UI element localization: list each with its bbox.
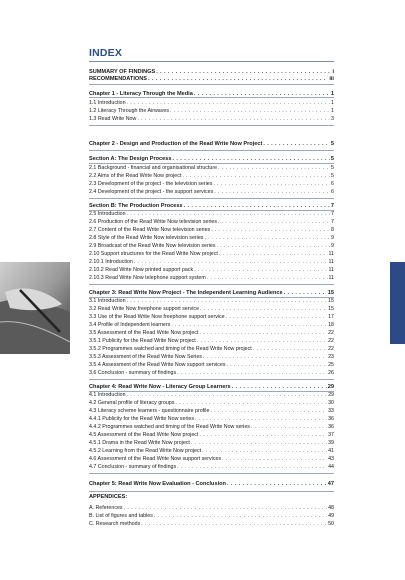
toc-title: 1.2 Literacy Through the Airwaves	[89, 108, 169, 114]
toc-page: 11	[328, 267, 334, 273]
toc-title: 2.7 Content of the Read Write Now television series	[89, 227, 211, 233]
toc-title: 3.5 Assessment of the Read Write Now project	[89, 330, 199, 336]
toc-page: 43	[328, 456, 334, 462]
toc-section-row[interactable]	[89, 153, 334, 162]
toc-page: 15	[327, 290, 334, 296]
toc-page: 11	[328, 259, 334, 265]
toc-page: 39	[328, 440, 334, 446]
toc-row[interactable]	[89, 186, 334, 195]
toc-page: 6	[331, 189, 334, 195]
toc-page: 1	[330, 91, 334, 97]
toc-chapter-row[interactable]	[89, 478, 334, 487]
toc-title: 2.2 Aims of the Read Write Now project	[89, 173, 182, 179]
toc-page: 5	[330, 141, 334, 147]
toc-title: 2.10 Support structures for the Read Write Now project	[89, 251, 218, 257]
toc-page: 37	[328, 432, 334, 438]
toc-page: 6	[331, 181, 334, 187]
toc-title: B. List of figures and tables	[89, 513, 153, 519]
index-title: INDEX	[89, 47, 123, 59]
toc-row[interactable]	[89, 113, 334, 122]
toc-page: i	[332, 69, 334, 75]
toc-title: 4.4.1 Publicity for the Read Write Now series	[89, 416, 195, 422]
toc-title: C. Research methods	[89, 521, 141, 527]
toc-title: Chapter 5: Read Write Now Evaluation - Conclusion	[89, 481, 226, 487]
toc-title: 4.4.2 Programmes watched and timing of the Read Write Now series	[89, 424, 250, 430]
toc-title: 2.6 Production of the Read Write Now television series	[89, 219, 217, 225]
toc-title: 3.5.1 Publicity for the Read Write Now project	[89, 338, 196, 344]
toc-title: RECOMMENDATIONS	[89, 76, 148, 82]
divider	[89, 473, 334, 474]
toc-page: 15	[328, 298, 334, 304]
toc-page: 44	[328, 464, 334, 470]
toc-page: 9	[331, 243, 334, 249]
toc-title: 2.9 Broadcast of the Read Write Now television series	[89, 243, 216, 249]
toc-page: 47	[327, 481, 334, 487]
toc-page: 5	[331, 165, 334, 171]
side-accent-bar	[390, 262, 405, 344]
toc-title: 4.5 Assessment of the Read Write Now project	[89, 432, 199, 438]
toc-title: 3.4 Profile of Independent learners	[89, 322, 171, 328]
toc-title: 1.3 Read Write Now	[89, 116, 137, 122]
toc-page: 11	[328, 251, 334, 257]
divider	[89, 198, 334, 199]
toc-page: 1	[331, 100, 334, 106]
toc-page: 50	[328, 521, 334, 527]
title-rule	[89, 61, 334, 62]
toc-row[interactable]	[89, 461, 334, 470]
divider	[89, 491, 334, 492]
toc-page: iii	[329, 76, 334, 82]
toc-title: 3.1 Introduction	[89, 298, 126, 304]
toc-page: 17	[328, 314, 334, 320]
toc-page: 22	[328, 346, 334, 352]
toc-title: 2.10.3 Read Write Now telephone support system	[89, 275, 206, 281]
toc-page: 9	[331, 235, 334, 241]
toc-page: 5	[330, 156, 334, 162]
toc-title: 2.10.1 Introduction	[89, 259, 133, 265]
toc-title: 3.3 Use of the Read Write Now freephone support service	[89, 314, 225, 320]
divider	[89, 125, 334, 126]
toc-row[interactable]	[89, 367, 334, 376]
toc-title: 3.2 Read Write Now freephone support service	[89, 306, 200, 312]
toc-row[interactable]	[89, 272, 334, 281]
toc-title: A. References	[89, 505, 123, 511]
toc-title: Chapter 4: Read Write Now - Literacy Group Learners	[89, 384, 231, 390]
toc-page: 7	[330, 203, 334, 209]
toc-title: 2.10.2 Read Write Now printed support pack	[89, 267, 194, 273]
toc-page: 23	[328, 354, 334, 360]
toc-page: 18	[328, 322, 334, 328]
toc-page: 1	[331, 108, 334, 114]
toc-page: 49	[328, 513, 334, 519]
toc-title: Section B: The Production Process	[89, 203, 183, 209]
toc-title: Chapter 2 - Design and Production of the Read Write Now Project	[89, 141, 263, 147]
toc-page: 7	[331, 211, 334, 217]
toc-page: 3	[331, 116, 334, 122]
toc-title: 4.3 Literacy scheme learners - questionnaire profile	[89, 408, 210, 414]
toc-page: 48	[328, 505, 334, 511]
toc-page: 29	[327, 384, 334, 390]
toc-title: SUMMARY OF FINDINGS	[89, 69, 156, 75]
toc-title: 2.1 Background - financial and organisational structure	[89, 165, 218, 171]
toc-title: 3.5.3 Assessment of the Read Write Now Series	[89, 354, 202, 360]
toc-title: 2.3 Development of the project - the television series	[89, 181, 213, 187]
toc-page: 29	[328, 392, 334, 398]
toc-title: 3.6 Conclusion - summary of findings	[89, 370, 177, 376]
toc-page: 8	[331, 227, 334, 233]
divider	[89, 84, 334, 85]
divider	[89, 150, 334, 151]
toc-page: 11	[328, 275, 334, 281]
toc-row[interactable]	[89, 73, 334, 82]
toc-page: 41	[328, 448, 334, 454]
hand-writing-photo	[0, 262, 70, 354]
toc-title: Section A: The Design Process	[89, 156, 172, 162]
toc-page: 33	[328, 408, 334, 414]
toc-title: 4.2 General profile of literacy groups	[89, 400, 175, 406]
toc-page: 30	[328, 400, 334, 406]
toc-title: Chapter 3: Read Write Now Project - The Independent Learning Audience	[89, 290, 283, 296]
toc-page: 5	[331, 173, 334, 179]
toc-title: 2.5 Introduction	[89, 211, 126, 217]
toc-title: 2.8 Style of the Read Write Now television series	[89, 235, 204, 241]
toc-chapter-row[interactable]	[89, 138, 334, 147]
toc-page: 22	[328, 338, 334, 344]
appendices-heading: APPENDICES:	[89, 494, 128, 500]
toc-title: 4.7 Conclusion - summary of findings	[89, 464, 177, 470]
toc-title: 3.5.4 Assessment of the Read Write Now support services	[89, 362, 226, 368]
toc-page: 22	[328, 330, 334, 336]
toc-page: 36	[328, 416, 334, 422]
toc-title: 4.5.2 Learning from the Read Write Now project	[89, 448, 202, 454]
toc-page: 15	[328, 306, 334, 312]
toc-title: 4.1 Introduction	[89, 392, 126, 398]
toc-chapter-row[interactable]	[89, 88, 334, 97]
toc-title: 4.6 Assessment of the Read Write Now support services	[89, 456, 222, 462]
toc-page: 25	[328, 362, 334, 368]
toc-page: 36	[328, 424, 334, 430]
toc-page: 7	[331, 219, 334, 225]
toc-title: 1.1 Introduction	[89, 100, 126, 106]
toc-title: 4.5.1 Drama in the Read Write Now project	[89, 440, 190, 446]
toc-title: 3.5.2 Programmes watched and timing of the Read Write Now project	[89, 346, 252, 352]
divider	[89, 284, 334, 285]
divider	[89, 379, 334, 380]
toc-title: 2.4 Development of the project - the support services	[89, 189, 214, 195]
toc-title: Chapter 1 - Literacy Through the Media	[89, 91, 193, 97]
toc-row[interactable]	[89, 518, 334, 527]
toc-page: 26	[328, 370, 334, 376]
